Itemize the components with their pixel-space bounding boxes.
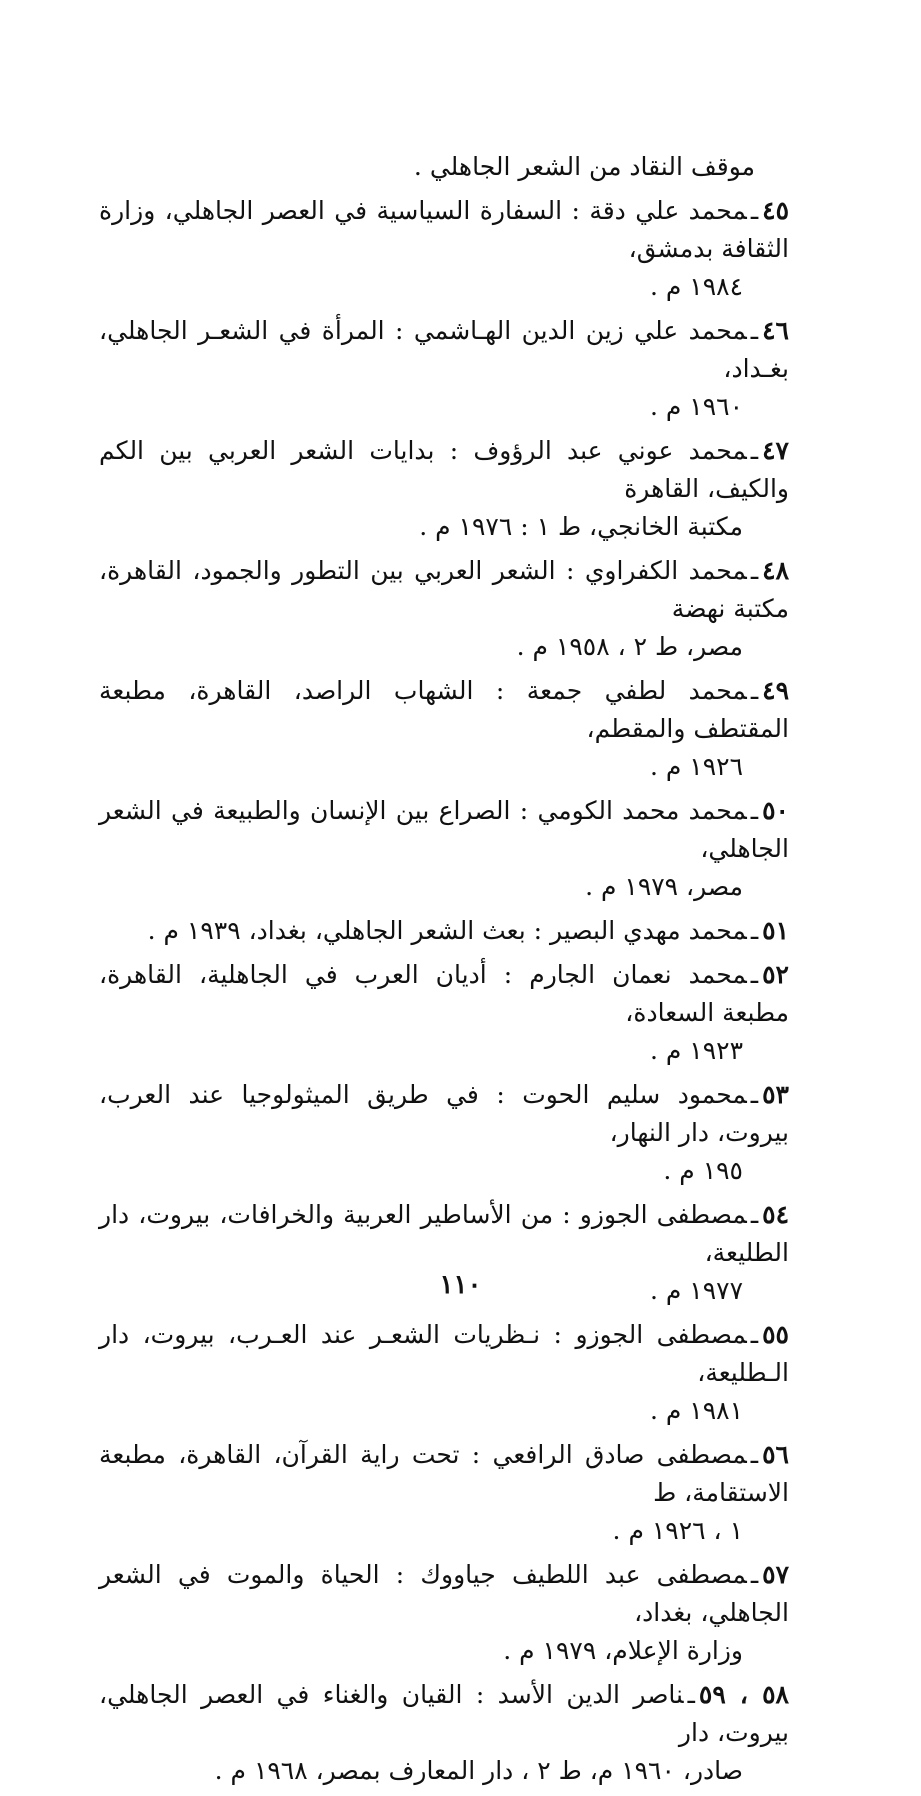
bibliography-entry [99,792,789,906]
entry-first-line: ٥٧ـمصطفى عبد اللطيف جياووك : الحياة والموت في الشعر الجاهلي، بغداد، [99,1560,789,1627]
entry-dash: ـ [750,1320,759,1349]
entry-continuation: ١٩٢٣ م . [649,1036,743,1065]
entry-first-line: ٥٤ـمصطفى الجوزو : من الأساطير العربية والخرافات، بيروت، دار الطليعة، [99,1200,789,1267]
bibliography-entry [99,312,789,426]
entry-author: محمد محمد الكومي [537,796,747,825]
entry-author: مصطفى الجوزو [579,1200,747,1229]
entry-author: ناصر الدين الأسد [497,1680,684,1709]
entry-title: أديان العرب في الجاهلية، القاهرة، مطبعة السعادة، [99,960,789,1027]
entry-first-line: ٤٧ـمحمد عوني عبد الرؤوف : بدايات الشعر العربي بين الكم والكيف، القاهرة [99,436,789,503]
entry-title: نـظريات الشعـر عند العـرب، بيروت، دار الـطليعة، [99,1320,789,1387]
entry-first-line: ٤٨ـمحمد الكفراوي : الشعر العربي بين التطور والجمود، القاهرة، مكتبة نهضة [99,556,789,623]
bibliography-entry [99,956,789,1070]
entry-title: الحياة والموت في الشعر الجاهلي، بغداد، [99,1560,789,1627]
bibliography-entry [99,912,789,950]
entry-continuation: مصر، ١٩٧٩ م . [585,872,743,901]
entry-continuation: ١٩٦٠ م . [649,392,743,421]
entry-number: ٤٩ [762,676,789,705]
entry-dash: ـ [750,316,759,345]
entry-number: ٥٧ [762,1560,789,1589]
entry-continuation: ١٩٢٦ م . [649,752,743,781]
entry-author: محمود سليم الحوت [522,1080,747,1109]
entry-continuation: صادر، ١٩٦٠ م، ط ٢ ، دار المعارف بمصر، ١٩٦٨ م . [214,1756,743,1785]
entry-number: ٥٦ [762,1440,789,1469]
entry-title: السفارة السياسية في العصر الجاهلي، وزارة الثقافة بدمشق، [99,196,789,263]
entry-continuation: ١٩٨١ م . [649,1396,743,1425]
bibliography-entry [99,552,789,666]
entry-dash: ـ [750,556,759,585]
entry-number: ٥٨ ، ٥٩ [698,1680,789,1709]
entry-number: ٥٣ [762,1080,789,1109]
entry-dash: ـ [750,1080,759,1109]
bibliography-entry [99,1076,789,1190]
entry-first-line: ٥١ـمحمد مهدي البصير : بعث الشعر الجاهلي، بغداد، ١٩٣٩ م . [147,916,789,945]
bibliography-entry [99,192,789,306]
entry-author: مصطفى عبد اللطيف جياووك [420,1560,747,1589]
continuation-line: موقف النقاد من الشعر الجاهلي . [413,152,755,181]
entry-number: ٤٥ [762,196,789,225]
entry-author: محمد لطفي جمعة [526,676,747,705]
bibliography-entry [99,1556,789,1670]
entry-number: ٥٠ [762,796,789,825]
entry-number: ٤٦ [762,316,789,345]
entry-number: ٥٥ [762,1320,789,1349]
entry-first-line: ٥٢ـمحمد نعمان الجارم : أديان العرب في الجاهلية، القاهرة، مطبعة السعادة، [99,960,789,1027]
entry-title: الشعر العربي بين التطور والجمود، القاهرة، مكتبة نهضة [99,556,789,623]
entry-first-line: ٥٣ـمحمود سليم الحوت : في طريق الميثولوجيا عند العرب، بيروت، دار النهار، [99,1080,789,1147]
entry-title: المرأة في الشعـر الجاهلي، بغـداد، [99,316,789,383]
entry-author: محمد الكفراوي [584,556,747,585]
entry-author: مصطفى صادق الرافعي [492,1440,747,1469]
entry-first-line: ٤٥ـمحمد علي دقة : السفارة السياسية في العصر الجاهلي، وزارة الثقافة بدمشق، [99,196,789,263]
entry-number: ٥٢ [762,960,789,989]
entry-number: ٤٨ [762,556,789,585]
entry-author: محمد نعمان الجارم [529,960,747,989]
entry-continuation: ١٩٧٧ م . [649,1276,743,1305]
entry-title: في طريق الميثولوجيا عند العرب، بيروت، دار النهار، [99,1080,789,1147]
entry-continuation: ١٩٥ م . [663,1156,743,1185]
entry-continuation: ١٩٨٤ م . [649,272,743,301]
entry-number: ٥١ [762,916,789,945]
entry-dash: ـ [750,1440,759,1469]
bibliography-page [99,148,789,1796]
entry-author: مصطفى الجوزو [575,1320,747,1349]
entry-title: من الأساطير العربية والخرافات، بيروت، دار الطليعة، [99,1200,789,1267]
entry-continuation: مصر، ط ٢ ، ١٩٥٨ م . [516,632,743,661]
bibliography-entry [99,1316,789,1430]
entry-author: محمد عوني عبد الرؤوف [473,436,747,465]
bibliography-entry [99,1676,789,1790]
entry-dash: ـ [750,960,759,989]
entry-dash: ـ [750,196,759,225]
entry-dash: ـ [750,916,759,945]
entry-author: محمد مهدي البصير [550,916,747,945]
page-number: ١١٠ [439,1270,482,1300]
entry-number: ٤٧ [762,436,789,465]
bibliography-list [99,192,789,1790]
bibliography-entry [99,432,789,546]
entry-continuation: مكتبة الخانجي، ط ١ : ١٩٧٦ م . [419,512,743,541]
entry-author: محمد علي زين الدين الهـاشمي [413,316,747,345]
entry-number: ٥٤ [762,1200,789,1229]
entry-title: الصراع بين الإنسان والطبيعة في الشعر الجاهلي، [99,796,789,863]
entry-dash: ـ [687,1680,695,1709]
entry-first-line: ٥٠ـمحمد محمد الكومي : الصراع بين الإنسان والطبيعة في الشعر الجاهلي، [99,796,789,863]
entry-continuation: ١ ، ١٩٢٦ م . [612,1516,743,1545]
entry-dash: ـ [750,796,759,825]
entry-first-line: ٥٨ ، ٥٩ـناصر الدين الأسد : القيان والغناء في العصر الجاهلي، بيروت، دار [99,1680,789,1747]
bibliography-entry [99,672,789,786]
entry-first-line: ٥٥ـمصطفى الجوزو : نـظريات الشعـر عند العـرب، بيروت، دار الـطليعة، [99,1320,789,1387]
entry-dash: ـ [750,436,759,465]
entry-dash: ـ [750,1560,759,1589]
entry-title: القيان والغناء في العصر الجاهلي، بيروت، دار [99,1680,789,1747]
entry-dash: ـ [750,676,759,705]
entry-title: بعث الشعر الجاهلي، بغداد، ١٩٣٩ م . [147,916,526,945]
bibliography-entry [99,1436,789,1550]
entry-first-line: ٤٩ـمحمد لطفي جمعة : الشهاب الراصد، القاهرة، مطبعة المقتطف والمقطم، [99,676,789,743]
entry-title: بدايات الشعر العربي بين الكم والكيف، القاهرة [99,436,789,503]
entry-title: تحت راية القرآن، القاهرة، مطبعة الاستقامة، ط [99,1440,789,1507]
entry-first-line: ٤٦ـمحمد علي زين الدين الهـاشمي : المرأة في الشعـر الجاهلي، بغـداد، [99,316,789,383]
entry-title: الشهاب الراصد، القاهرة، مطبعة المقتطف والمقطم، [99,676,789,743]
entry-first-line: ٥٦ـمصطفى صادق الرافعي : تحت راية القرآن، القاهرة، مطبعة الاستقامة، ط [99,1440,789,1507]
entry-dash: ـ [750,1200,759,1229]
entry-author: محمد علي دقة [589,196,747,225]
entry-continuation: وزارة الإعلام، ١٩٧٩ م . [503,1636,743,1665]
